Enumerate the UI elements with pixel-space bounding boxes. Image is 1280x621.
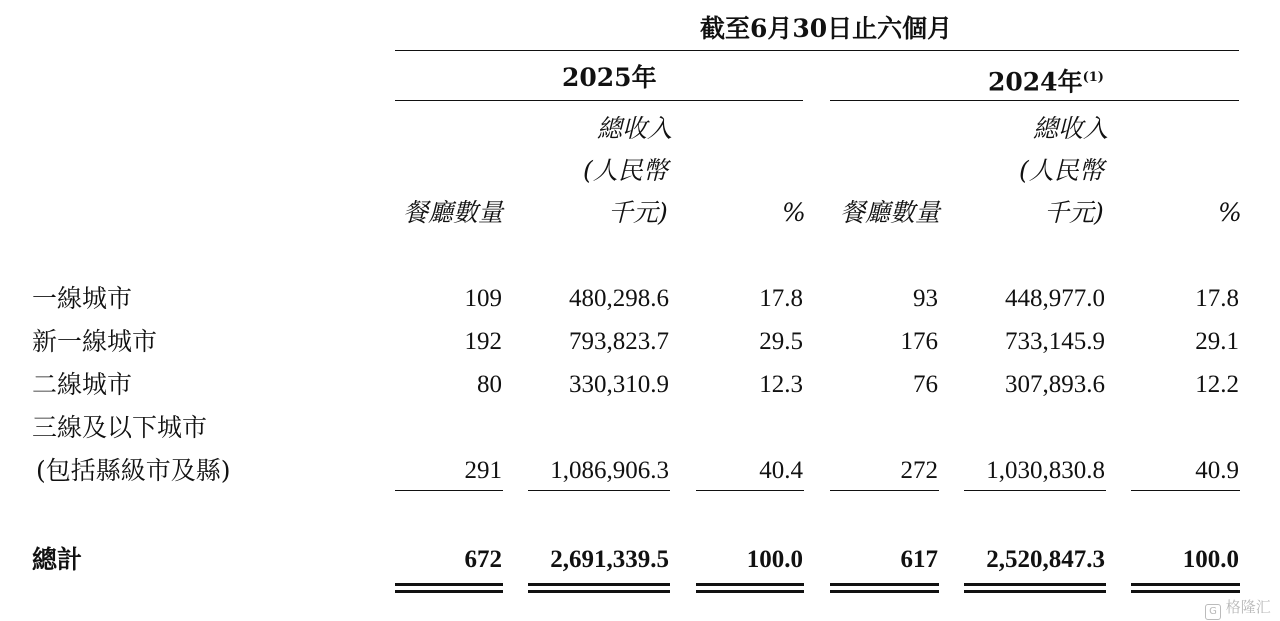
total-double-rule <box>964 590 1106 593</box>
total-revenue-2024: 2,520,847.3 <box>986 546 1105 573</box>
cell-restaurants-2024: 176 <box>900 328 938 355</box>
col-revenue-2024-line1: 總收入 <box>1033 114 1109 143</box>
col-revenue-2024-line2: (人民幣 <box>1019 156 1104 185</box>
subtotal-rule <box>964 490 1106 491</box>
total-double-rule <box>830 583 939 586</box>
subtotal-rule <box>528 490 670 491</box>
watermark-text: 格隆汇 <box>1225 598 1271 616</box>
cell-restaurants-2025: 291 <box>464 457 502 484</box>
subtotal-rule <box>830 490 939 491</box>
period-header: 截至6月30日止六個月 <box>700 14 953 43</box>
col-restaurants-2025: 餐廳數量 <box>403 198 504 227</box>
total-revenue-2025: 2,691,339.5 <box>550 546 669 573</box>
cell-revenue-2024: 307,893.6 <box>1005 371 1105 398</box>
cell-revenue-2025: 330,310.9 <box>569 371 669 398</box>
period-rule <box>395 50 1239 51</box>
cell-restaurants-2025: 192 <box>464 328 502 355</box>
col-revenue-2025-line1: 總收入 <box>597 114 673 143</box>
year-2024-header <box>988 63 1104 97</box>
total-restaurants-2025: 672 <box>464 546 502 573</box>
row-label: 一線城市 <box>32 284 133 313</box>
cell-revenue-2025: 793,823.7 <box>569 328 669 355</box>
cell-pct-2024: 12.2 <box>1195 371 1239 398</box>
total-double-rule <box>395 583 503 586</box>
total-double-rule <box>696 583 804 586</box>
cell-pct-2025: 17.8 <box>759 285 803 312</box>
subtotal-rule <box>395 490 503 491</box>
year-2025-rule <box>395 100 803 101</box>
row-label-sub: (包括縣級市及縣) <box>36 456 231 485</box>
cell-revenue-2025: 480,298.6 <box>569 285 669 312</box>
footnote-marker: (1) <box>1082 70 1104 85</box>
watermark <box>1205 596 1271 620</box>
total-pct-2024: 100.0 <box>1182 546 1239 573</box>
watermark-logo-icon: G <box>1205 604 1221 620</box>
row-label: 三線及以下城市 <box>32 413 208 442</box>
total-double-rule <box>696 590 804 593</box>
year-2025-header: 2025年 <box>562 63 657 92</box>
total-double-rule <box>964 583 1106 586</box>
col-revenue-2025-line2: (人民幣 <box>583 156 668 185</box>
total-double-rule <box>830 590 939 593</box>
row-label: 二線城市 <box>32 370 133 399</box>
year-2024-label: 2024年 <box>988 67 1083 97</box>
total-pct-2025: 100.0 <box>746 546 803 573</box>
col-revenue-2025-line3: 千元) <box>608 198 668 227</box>
cell-revenue-2024: 1,030,830.8 <box>986 457 1105 484</box>
cell-pct-2025: 40.4 <box>759 457 803 484</box>
cell-restaurants-2024: 272 <box>900 457 938 484</box>
cell-revenue-2024: 733,145.9 <box>1005 328 1105 355</box>
total-double-rule <box>528 583 670 586</box>
col-pct-2024: % <box>1218 198 1242 227</box>
total-double-rule <box>1131 590 1240 593</box>
cell-pct-2024: 29.1 <box>1195 328 1239 355</box>
cell-restaurants-2024: 76 <box>913 371 938 398</box>
cell-restaurants-2025: 80 <box>477 371 502 398</box>
total-label: 總計 <box>32 545 83 574</box>
total-restaurants-2024: 617 <box>900 546 938 573</box>
cell-pct-2025: 12.3 <box>759 371 803 398</box>
cell-revenue-2024: 448,977.0 <box>1005 285 1105 312</box>
total-double-rule <box>528 590 670 593</box>
row-label: 新一線城市 <box>32 327 158 356</box>
cell-restaurants-2024: 93 <box>913 285 938 312</box>
subtotal-rule <box>696 490 804 491</box>
total-double-rule <box>1131 583 1240 586</box>
total-double-rule <box>395 590 503 593</box>
col-restaurants-2024: 餐廳數量 <box>840 198 941 227</box>
cell-pct-2024: 17.8 <box>1195 285 1239 312</box>
col-pct-2025: % <box>782 198 806 227</box>
subtotal-rule <box>1131 490 1240 491</box>
cell-restaurants-2025: 109 <box>464 285 502 312</box>
cell-pct-2024: 40.9 <box>1195 457 1239 484</box>
cell-pct-2025: 29.5 <box>759 328 803 355</box>
year-2024-rule <box>830 100 1239 101</box>
cell-revenue-2025: 1,086,906.3 <box>550 457 669 484</box>
col-revenue-2024-line3: 千元) <box>1044 198 1104 227</box>
